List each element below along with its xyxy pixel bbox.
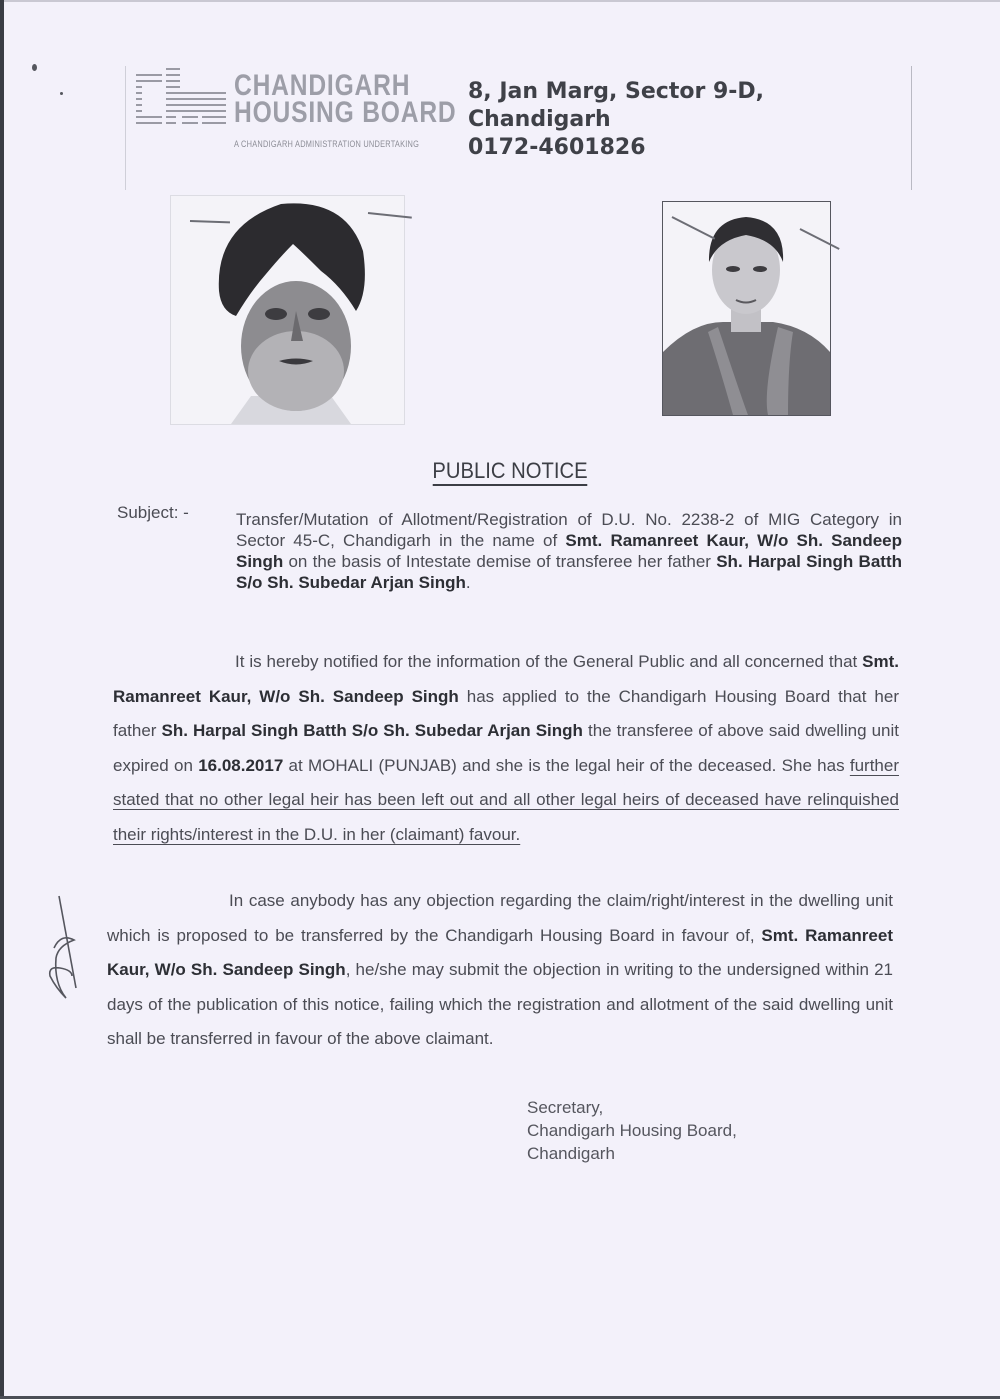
letterhead [125,66,912,190]
paragraph-segment: , he/she may submit the objection in writing to the undersigned within 21 days of the publication of this notice, failing which the registration and allotment of the said dwelling unit shall be transferred in favour of the above claimant. [107,960,893,1048]
notice-title-text: PUBLIC NOTICE [432,458,587,486]
notice-paragraph-2 [107,884,893,1057]
paragraph-segment: at MOHALI (PUNJAB) and she is the legal heir of the deceased. She has [283,755,850,775]
chb-logo-icon [136,68,228,126]
org-address [468,78,764,162]
scan-left-edge [0,0,4,1399]
notice-title [41,458,979,484]
claimant-name: Smt. Ramanreet Kaur, W/o Sh. Sandeep Singh [236,531,902,571]
paragraph-segment: In case anybody has any objection regarding the claim/right/interest in the dwelling unit which is proposed to be transferred by the Chandigarh Housing Board in favour of, [107,891,893,945]
notice-paragraph-1 [113,645,899,852]
claimant-name: Smt. Ramanreet Kaur, W/o Sh. Sandeep Singh [113,652,899,706]
claimant-name: Smt. Ramanreet Kaur, W/o Sh. Sandeep Singh [107,925,893,979]
scan-speck [32,64,37,71]
phone-number: 0172-4601826 [468,135,646,160]
signoff-title: Secretary, [527,1098,604,1117]
signoff-city: Chandigarh [527,1144,615,1163]
signoff-org: Chandigarh Housing Board, [527,1121,737,1140]
subject-segment: on the basis of Intestate demise of transferee her father [283,552,717,571]
date-of-demise: 16.08.2017 [198,755,284,775]
address-line2: Chandigarh [468,107,611,132]
handwritten-signature [36,888,86,1008]
paragraph-segment: It is hereby notified for the information of the General Public and all concerned that [235,652,863,671]
subject-segment: Transfer/Mutation of Allotment/Registration of D.U. No. 2238-2 of MIG Category in Sector 45-C, Chandigarh in the name of [236,510,902,550]
org-tagline: A CHANDIGARH ADMINISTRATION UNDERTAKING [234,139,420,149]
paragraph-segment: the transferee of above said dwelling unit expired on [113,721,899,775]
transferee-name: Sh. Harpal Singh Batth S/o Sh. Subedar Arjan Singh [161,721,583,740]
photo-transferee [170,195,405,425]
signoff-block [527,1096,737,1165]
scan-speck [60,92,63,95]
address-line1: 8, Jan Marg, Sector 9-D, [468,79,765,104]
org-name-line1: CHANDIGARH [234,69,411,102]
org-name [234,69,457,129]
underlined-statement: further stated that no other legal heir has been left out and all other legal heirs of deceased have relinquished their rights/interest in the D.U. in her (claimant) favour. [113,755,899,844]
subject-segment: . [465,573,471,592]
scan-top-edge [0,0,1000,2]
transferee-name: Sh. Harpal Singh Batth S/o Sh. Subedar Arjan Singh [236,552,902,592]
man-portrait-image [171,196,404,424]
subject-label: Subject: - [117,503,189,522]
woman-portrait-image [663,202,830,415]
org-name-line2: HOUSING BOARD [234,96,457,129]
paragraph-segment: has applied to the Chandigarh Housing Board that her father [113,686,899,740]
subject-text [236,509,902,593]
